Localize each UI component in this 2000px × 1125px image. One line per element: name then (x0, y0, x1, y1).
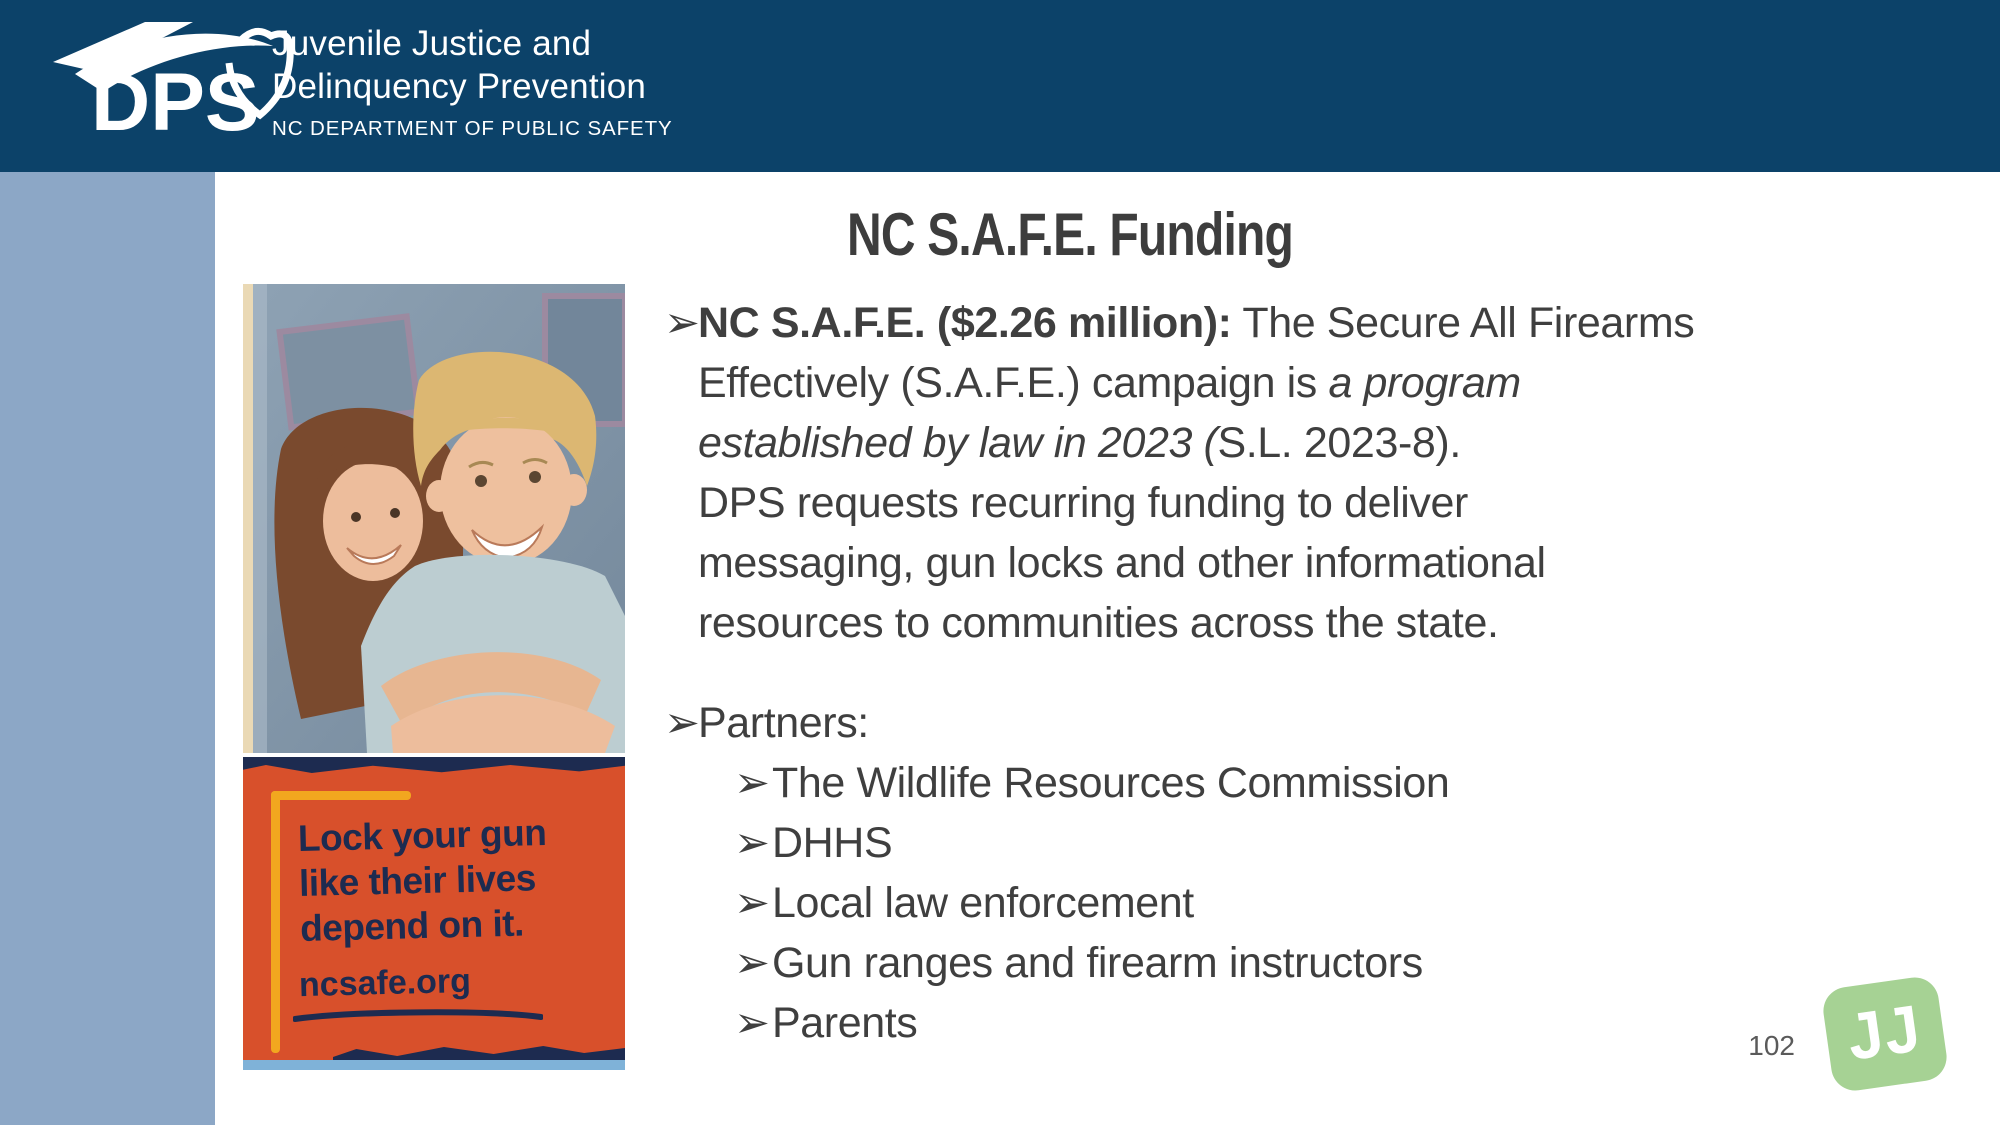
org-title (272, 22, 673, 141)
poster-bottom-strip (243, 1060, 625, 1070)
org-line3: NC DEPARTMENT OF PUBLIC SAFETY (272, 117, 673, 140)
poster-slogan (297, 810, 549, 951)
partner-item (660, 873, 1860, 933)
arrow-bullet-icon: ➢ (664, 699, 700, 747)
body-text-italic: a program (1328, 359, 1521, 407)
bullet-line (660, 413, 1860, 473)
poster-top-edge (243, 757, 625, 773)
partner-item (660, 753, 1860, 813)
org-line2: Delinquency Prevention (272, 67, 647, 106)
poster-url: ncsafe.org (298, 961, 472, 1005)
org-line1: Juvenile Justice and (272, 24, 592, 63)
poster-corner-bracket (271, 791, 411, 800)
bullet-line: messaging, gun locks and other informational (698, 539, 1546, 587)
arrow-bullet-icon: ➢ (734, 819, 770, 867)
body-text-segment: The Secure All Firearms (1231, 299, 1695, 347)
body-text-segment: Effectively (S.A.F.E.) campaign is (698, 359, 1329, 407)
arrow-bullet-icon: ➢ (734, 939, 770, 987)
bullet-line: resources to communities across the state. (698, 599, 1499, 647)
partner-name: The Wildlife Resources Commission (772, 759, 1450, 807)
bullet-line: DPS requests recurring funding to deliver (698, 479, 1468, 527)
jj-logo-icon (1820, 974, 1949, 1093)
bullet-line (660, 353, 1860, 413)
dps-logo-text: DPS (91, 57, 260, 144)
arrow-bullet-icon: ➢ (734, 879, 770, 927)
partner-item (660, 993, 1860, 1053)
body-text-segment: S.L. 2023-8). (1217, 419, 1461, 467)
partners-heading (660, 693, 1860, 753)
children-photo (243, 284, 625, 753)
jj-logo-text: JJ (1843, 990, 1927, 1074)
partner-name: Parents (772, 999, 918, 1047)
body-text-italic: established by law in 2023 ( (698, 419, 1218, 467)
poster-underline-swoosh (293, 1009, 543, 1023)
page-number: 102 (1748, 1030, 1795, 1061)
partner-name: Gun ranges and firearm instructors (772, 939, 1423, 987)
dps-logo-icon (45, 14, 295, 144)
partner-item (660, 933, 1860, 993)
partner-name: Local law enforcement (772, 879, 1194, 927)
gun-lock-poster (243, 757, 625, 1070)
poster-slogan-line3: depend on it. (299, 902, 525, 950)
poster-slogan-line1: Lock your gun (297, 811, 547, 860)
page-title: NC S.A.F.E. Funding (846, 201, 1294, 268)
bullet-line (660, 293, 1860, 353)
header-bar (0, 0, 2000, 172)
poster-slogan-line2: like their lives (298, 857, 537, 905)
partner-item (660, 813, 1860, 873)
arrow-bullet-icon: ➢ (664, 299, 700, 347)
funding-amount-bold: NC S.A.F.E. ($2.26 million): (698, 299, 1232, 347)
arrow-bullet-icon: ➢ (734, 759, 770, 807)
sidebar-accent-band (0, 172, 215, 1125)
partners-label: Partners: (698, 699, 869, 747)
arrow-bullet-icon: ➢ (734, 999, 770, 1047)
partner-name: DHHS (772, 819, 893, 867)
paragraph-gap (660, 653, 1860, 693)
body-text (660, 293, 1860, 1053)
